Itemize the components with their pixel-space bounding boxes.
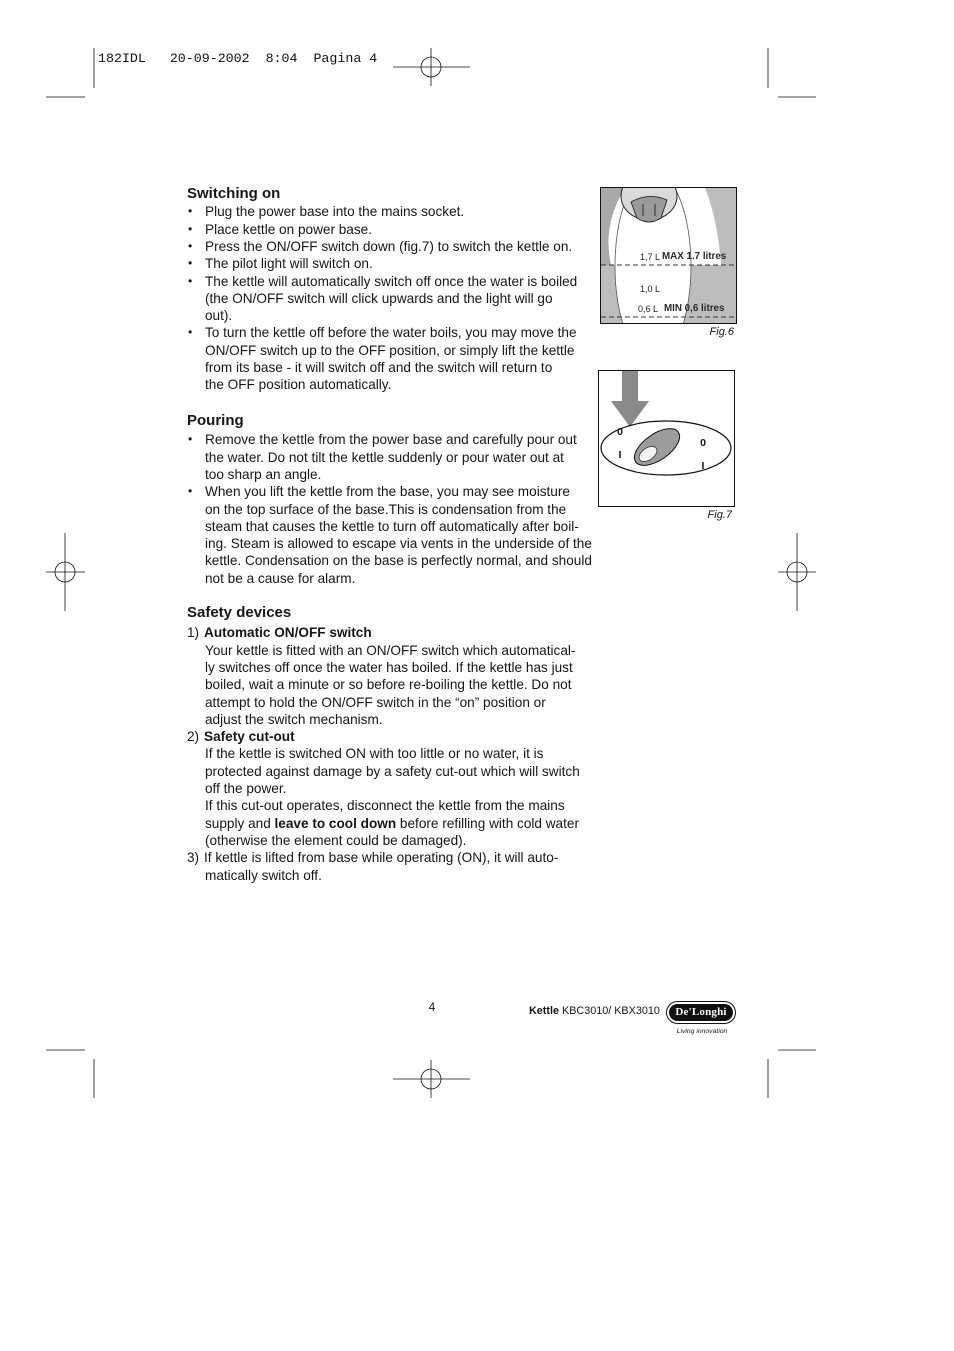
safety-devices-list: [187, 624, 587, 883]
bullet-line: (the ON/OFF switch will click upwards and the light will go: [205, 290, 553, 306]
switch-illustration: [599, 371, 734, 506]
max-level-mark: 1,7 L: [640, 252, 661, 262]
item-number: 1): [187, 625, 200, 641]
paragraph-line: matically switch off.: [205, 867, 322, 883]
print-slug-line: 182IDL 20-09-2002 8:04 Pagina 4: [98, 51, 378, 66]
bullet-line: • When you lift the kettle from the base, you may see moisture: [205, 484, 570, 500]
bullet-item: [187, 273, 587, 325]
bullet-line: kettle. Condensation on the base is perfectly normal, and should: [205, 553, 592, 569]
switch-label-on: I: [701, 460, 705, 472]
product-line: [529, 1004, 660, 1018]
section-heading-pouring: Pouring: [187, 412, 244, 429]
paragraph-line: boiled, wait a minute or so before re-boiling the kettle. Do not: [205, 677, 572, 693]
line-text: supply and: [205, 815, 275, 831]
bullet-line: on the top surface of the base.This is condensation from the: [205, 501, 567, 517]
bullet-item: [187, 255, 587, 272]
registration-mark-top: [393, 48, 470, 86]
section-heading-safety-devices: Safety devices: [187, 604, 292, 621]
paragraph-line: adjust the switch mechanism.: [205, 711, 383, 727]
bullet-line: • Place kettle on power base.: [205, 221, 373, 237]
brand-tagline: Living innovation: [676, 1028, 728, 1035]
figure-on-off-switch: [598, 370, 735, 507]
brand-logo-text: De'Longhi: [669, 1004, 733, 1021]
crop-mark-top-left: [46, 48, 94, 97]
bullet-line: out).: [205, 308, 233, 324]
safety-item-title-line: [187, 728, 587, 745]
max-level-label: MAX 1.7 litres: [662, 251, 727, 262]
safety-item-automatic-switch: [187, 624, 587, 728]
bullet-item: [187, 203, 587, 220]
switch-paddle: [628, 421, 686, 472]
paragraph-line: If the kettle is switched ON with too little or no water, it is: [205, 746, 544, 762]
safety-item-first-line: [187, 849, 587, 866]
switch-label-off: 0: [700, 437, 706, 449]
registration-mark-left: [46, 533, 85, 611]
arrow-shaft: [622, 371, 638, 401]
bullet-line: not be a cause for alarm.: [205, 570, 356, 586]
mid-level-mark: 1,0 L: [640, 284, 661, 294]
bullet-line: the OFF position automatically.: [205, 377, 392, 393]
safety-item-cut-out: [187, 728, 587, 849]
item-number: 2): [187, 729, 200, 745]
paragraph-line: attempt to hold the ON/OFF switch in the “on” position or: [205, 694, 546, 710]
bullet-line: too sharp an angle.: [205, 466, 322, 482]
section-heading-switching-on: Switching on: [187, 185, 281, 202]
paragraph-line: (otherwise the element could be damaged).: [205, 832, 467, 848]
line-text: before refilling with cold water: [396, 815, 579, 831]
registration-mark-bottom: [393, 1060, 470, 1098]
brand-logo: [666, 1001, 736, 1024]
item-title: Safety cut-out: [204, 729, 295, 745]
bullet-line: steam that causes the kettle to turn off automatically after boil-: [205, 518, 579, 534]
bullet-item: [187, 431, 587, 483]
bullet-line: ON/OFF switch up to the OFF position, or simply lift the kettle: [205, 342, 575, 358]
bullet-line: • Remove the kettle from the power base and carefully pour out: [205, 432, 577, 448]
paragraph-line: If this cut-out operates, disconnect the kettle from the mains: [205, 798, 565, 814]
pouring-list: [187, 431, 592, 587]
bullet-item: [187, 238, 587, 255]
bullet-line: ing. Steam is allowed to escape via vents in the underside of the: [205, 536, 592, 552]
bullet-line: • The kettle will automatically switch off once the water is boiled: [205, 273, 578, 289]
bullet-line: from its base - it will switch off and the switch will return to: [205, 360, 553, 376]
paragraph-line: protected against damage by a safety cut-out which will switch: [205, 763, 580, 779]
safety-item-lift-off: [187, 849, 587, 884]
registration-mark-right: [778, 533, 816, 611]
product-models: KBC3010/ KBX3010: [562, 1005, 660, 1017]
bullet-line: the water. Do not tilt the kettle suddenly or pour water out at: [205, 449, 564, 465]
switch-label-on: I: [618, 449, 622, 461]
bullet-item: [187, 221, 587, 238]
bullet-item: [187, 324, 587, 393]
figure-caption: Fig.6: [709, 326, 734, 338]
min-level-label: MIN 0,6 litres: [664, 303, 725, 314]
safety-item-title-line: [187, 624, 587, 641]
switch-label-off: 0: [617, 426, 623, 438]
bullet-line: • Press the ON/OFF switch down (fig.7) to switch the kettle on.: [205, 238, 573, 254]
paragraph-line-cool-down: [187, 815, 587, 832]
bullet-item: [187, 483, 592, 587]
crop-mark-bottom-left: [46, 1050, 94, 1098]
min-level-mark: 0,6 L: [638, 304, 659, 314]
item-title: Automatic ON/OFF switch: [204, 625, 372, 641]
bullet-line: • Plug the power base into the mains socket.: [205, 204, 465, 220]
paragraph-line: ly switches off once the water has boiled. If the kettle has just: [205, 659, 573, 675]
emphasis-text: leave to cool down: [274, 815, 397, 831]
item-number: 3): [187, 850, 200, 866]
page-number: 4: [428, 1000, 436, 1014]
product-name: Kettle: [529, 1005, 559, 1017]
switching-on-list: [187, 203, 587, 393]
crop-mark-bottom-right: [768, 1050, 816, 1098]
paragraph-line: off the power.: [205, 781, 287, 797]
bullet-line: • The pilot light will switch on.: [205, 256, 373, 272]
paragraph-line: Your kettle is fitted with an ON/OFF switch which automatical-: [205, 642, 576, 658]
bullet-line: • To turn the kettle off before the water boils, you may move the: [205, 325, 577, 341]
figure-caption: Fig.7: [707, 509, 732, 521]
line-text: If kettle is lifted from base while operating (ON), it will auto-: [204, 850, 559, 866]
crop-mark-top-right: [768, 48, 816, 97]
figure-water-level: [600, 187, 737, 324]
